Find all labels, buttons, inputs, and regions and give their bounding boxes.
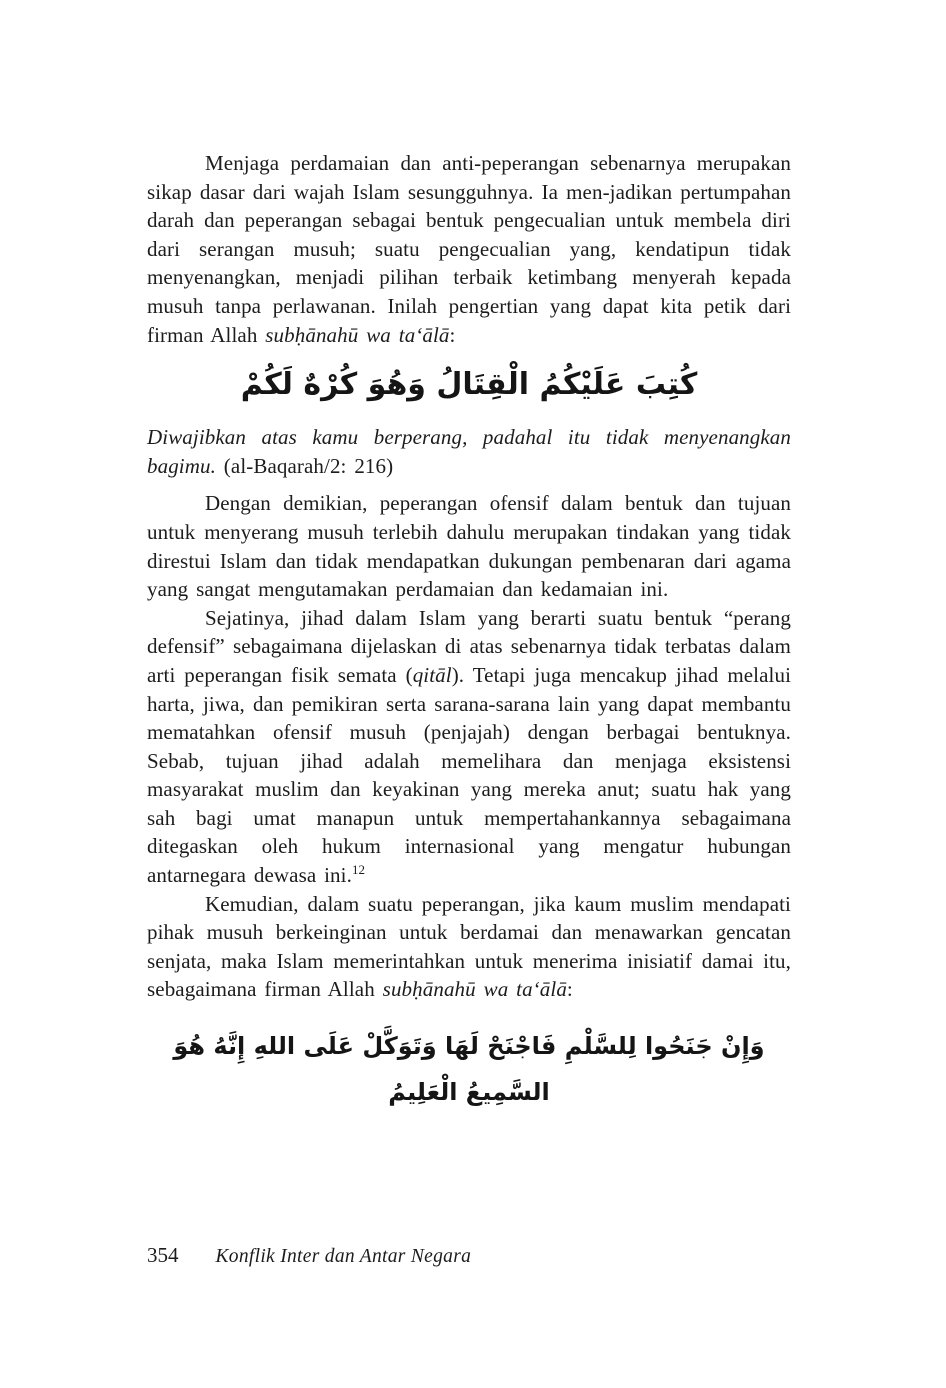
text-segment: qitāl <box>412 662 452 687</box>
text-segment: ). Tetapi juga mencakup jihad melalui harta, jiwa, dan pemikiran serta sarana-sarana lain yang dapat membantu mematahkan ofensif musuh (penjajah) dengan berbagai bentuknya. Sebab, tujuan jihad adalah memelihara dan menjaga eksistensi masyarakat muslim dan keyakinan yang mereka anut; suatu hak yang sah bagi umat manapun untuk mempertahankannya sebagaimana ditegaskan oleh hukum internasional yang mengatur hubungan antarnegara dewasa ini. <box>147 662 791 888</box>
arabic-verse-2: وَإِنْ جَنَحُوا لِلسَّلْمِ فَاجْنَحْ لَهَا وَتَوَكَّلْ عَلَى اللهِ إِنَّهُ هُوَ السَّمِيعُ الْعَلِيمُ <box>173 1032 765 1106</box>
arabic-verse-1: كُتِبَ عَلَيْكُمُ الْقِتَالُ وَهُوَ كُرْهٌ لَكُمْ <box>240 367 698 403</box>
text-segment: Kemudian, dalam suatu peperangan, jika kaum muslim mendapati pihak musuh berkeinginan untuk berdamai dan menawarkan gencatan senjata, maka Islam memerintahkan untuk menerima inisiatif damai itu, sebagaimana firman Allah <box>147 891 791 1002</box>
text-segment: Menjaga perdamaian dan anti-peperangan sebenarnya merupakan sikap dasar dari wajah Islam sesungguhnya. Ia men-jadikan pertumpahan darah dan peperangan sebagai bentuk pengecualian untuk membela diri dari serangan musuh; suatu pengecualian yang, kendatipun tidak menyenangkan, menjadi pilihan terbaik ketimbang menyerah kepada musuh tanpa perlawanan. Inilah pengertian yang dapat kita petik dari firman Allah <box>147 151 791 347</box>
running-title: Konflik Inter dan Antar Negara <box>215 1246 472 1267</box>
text-segment: Dengan demikian, peperangan ofensif dalam bentuk dan tujuan untuk menyerang musuh terlebih dahulu merupakan tindakan yang tidak direstui Islam dan tidak mendapatkan dukungan pembenaran dari agama yang sangat mengutamakan perdamaian dan kedamaian ini. <box>147 491 791 602</box>
verse-translation <box>147 423 791 480</box>
text-segment: : <box>449 322 456 347</box>
page-footer <box>147 1243 471 1268</box>
text-segment: (al-Baqarah/2: 216) <box>215 453 394 478</box>
text-segment: Diwajibkan atas kamu berperang, padahal itu tidak menyenangkan bagimu. <box>147 425 791 478</box>
text-segment: Sejatinya, jihad dalam Islam yang berarti suatu bentuk “perang defensif” sebagaimana dijelaskan di atas sebenarnya tidak terbatas dalam arti peperangan fisik semata ( <box>147 605 791 687</box>
text-segment: subḥānahū wa ta‘ālā <box>265 322 450 347</box>
page-number: 354 <box>147 1243 179 1267</box>
text-segment: : <box>566 977 573 1002</box>
page-body <box>147 149 791 1115</box>
paragraph-1 <box>147 149 791 349</box>
paragraph-4 <box>147 890 791 1004</box>
paragraph-3 <box>147 604 791 890</box>
text-segment: 12 <box>351 862 366 878</box>
text-segment: subḥānahū wa ta‘ālā <box>382 977 567 1002</box>
paragraph-2 <box>147 489 791 603</box>
